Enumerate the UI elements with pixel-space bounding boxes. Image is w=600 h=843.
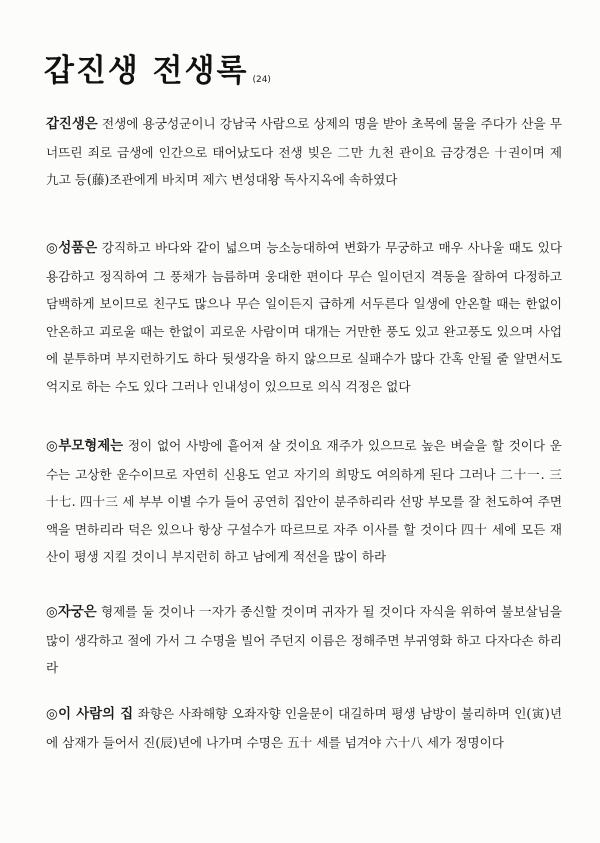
section-children-heading: ◎자궁은 [46, 605, 97, 620]
page-number: (24) [252, 75, 271, 85]
section-children [46, 598, 562, 682]
section-house-heading: ◎이 사람의 집 [46, 707, 134, 722]
section-intro-heading: 갑진생은 [46, 117, 98, 132]
title-block [44, 53, 271, 89]
section-nature [46, 234, 562, 400]
section-parents-body: 정이 없어 사방에 흩어져 살 것이요 재주가 있으므로 높은 벼슬을 할 것이다 운수는 고상한 운수이므로 자연히 신용도 얻고 자기의 희망도 여의하게 된다 그러나 二十一. 三十七. 四十三 세 부부 이별 수가 들어 공연히 집안이 분주하리라 선망 부모를 잘 천도하여 주면 액을 면하리라 덕은 있으나 항상 구설수가 따르므로 자주 이사를 할 것이다 四十 세에 모든 재산이 평생 지킬 것이니 부지런히 하고 남에게 적선을 많이 하라 [46, 438, 562, 564]
section-children-body: 형제를 둘 것이나 一자가 종신할 것이며 귀자가 될 것이다 자식을 위하여 불보살님을 많이 생각하고 절에 가서 그 수명을 빌어 주던지 이름은 정해주면 부귀영화 하고 다자다손 하리라 [46, 604, 562, 675]
page-title: 갑진생 전생록 [44, 53, 249, 89]
section-parents-heading: ◎부모형제는 [46, 439, 124, 454]
section-house-body: 좌향은 사좌해향 오좌자향 인을문이 대길하며 평생 남방이 불리하며 인(寅)년에 삼재가 들어서 진(辰)년에 나가며 수명은 五十 세를 넘겨야 六十八 세가 정명이다 [46, 706, 563, 750]
section-intro [46, 110, 562, 194]
section-intro-body: 전생에 용궁성군이니 강남국 사람으로 상제의 명을 받아 초목에 물을 주다가 산을 무너뜨린 죄로 금생에 인간으로 태어났도다 전생 빚은 二만 九천 관이요 금강경은 十권이며 제 九고 등(藤)조관에게 바치며 제六 변성대왕 독사지옥에 속하였다 [46, 116, 562, 187]
section-house [46, 700, 562, 756]
section-nature-heading: ◎성품은 [46, 241, 98, 256]
section-nature-body: 강직하고 바다와 같이 넓으며 능소능대하여 변화가 무궁하고 매우 사나울 때도 있다 용감하고 정직하여 그 풍채가 늠름하며 웅대한 편이다 무슨 일이던지 격동을 잘하여 다정하고 담백하게 보이므로 친구도 많으나 무슨 일이든지 급하게 서두른다 일생에 안온할 때는 한없이 안온하고 괴로울 때는 한없이 괴로운 사람이며 대개는 거만한 풍도 있고 완고풍도 있으며 사업에 분투하며 부지런하기도 하다 뒷생각을 하지 않으므로 실패수가 많다 간혹 안될 줄 알면서도 억지로 하는 수도 있다 그러나 인내성이 있으므로 의식 걱정은 없다 [46, 240, 562, 394]
section-parents [46, 432, 562, 571]
